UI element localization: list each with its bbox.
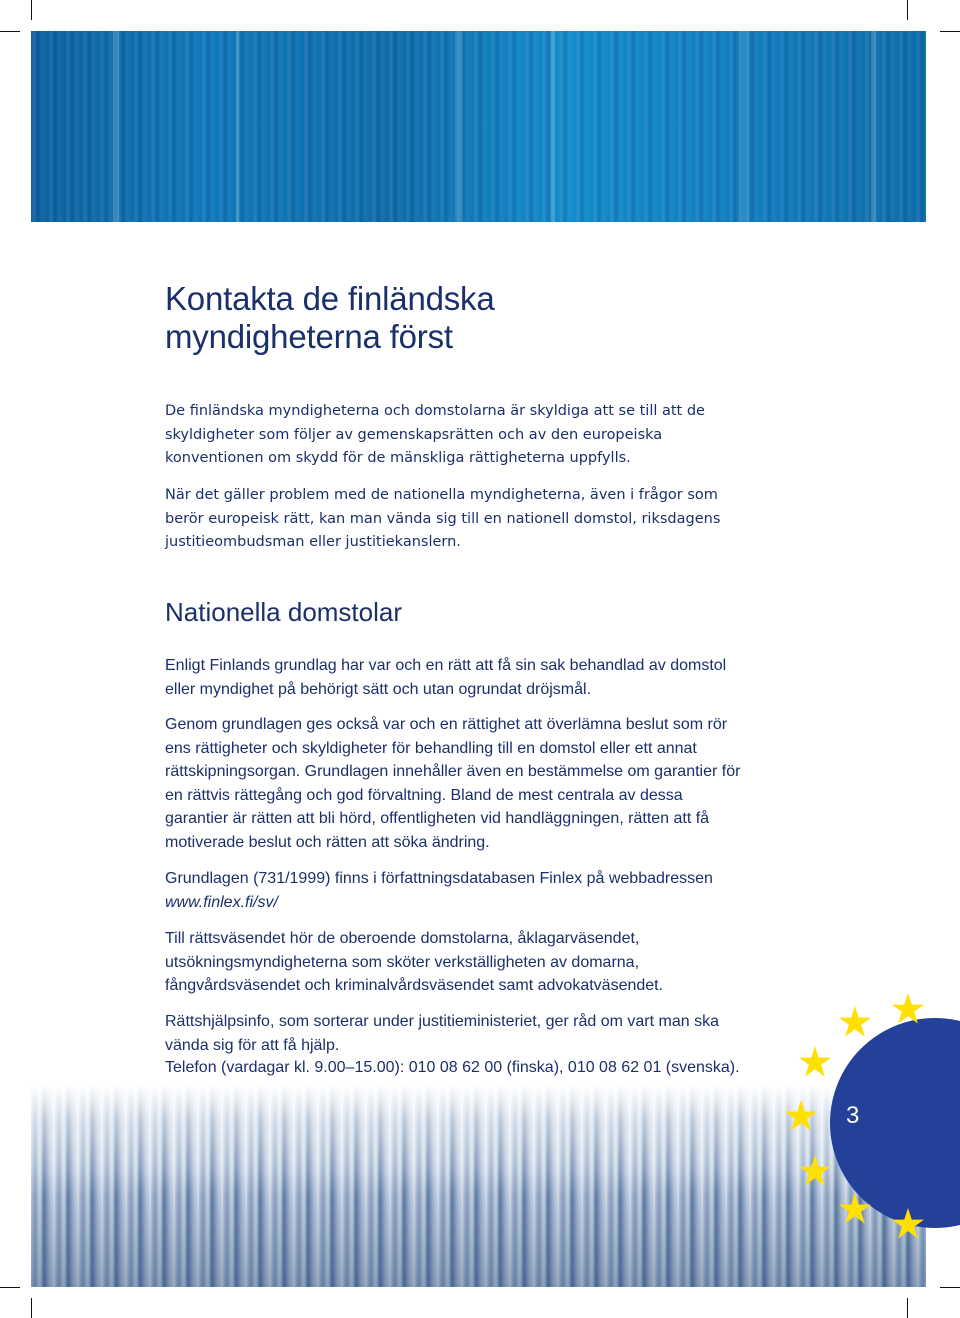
crop-mark	[907, 0, 908, 20]
eu-star-icon	[798, 1045, 832, 1079]
eu-star-icon	[891, 992, 925, 1026]
finlex-text: Grundlagen (731/1999) finns i författningsdatabasen Finlex på webbadressen	[165, 870, 713, 887]
phone-line: Telefon (vardagar kl. 9.00–15.00): 010 08 62 00 (finska), 010 08 62 01 (svenska).	[165, 1059, 740, 1076]
section-paragraph-4: Till rättsväsendet hör de oberoende domstolarna, åklagarväsendet, utsökningsmyndigheterna som sköter verkställigheten av domarna, fångvårdsväsendet och kriminalvårdsväsendet samt advokatväsendet.	[165, 930, 664, 994]
page-title-line-2: myndigheterna först	[165, 318, 453, 355]
finlex-link[interactable]: www.finlex.fi/sv/	[165, 893, 278, 911]
page-title-line-1: Kontakta de finländska	[165, 280, 495, 317]
section-paragraph-3	[165, 867, 750, 914]
crop-mark	[0, 1287, 20, 1288]
crop-mark	[907, 1298, 908, 1318]
page-title	[165, 280, 585, 356]
crop-mark	[31, 1298, 32, 1318]
page-number: 3	[846, 1102, 860, 1129]
eu-star-icon	[838, 1005, 872, 1039]
eu-star-icon	[838, 1192, 872, 1226]
crop-mark	[940, 31, 960, 32]
eu-star-icon	[784, 1099, 818, 1133]
intro-paragraph-1: De finländska myndigheterna och domstolarna är skyldiga att se till att de skyldigheter som följer av gemenskapsrätten och av den europeiska konventionen om skydd för de mänskliga rättigheterna uppfylls.	[165, 403, 705, 466]
section-paragraph-5: Rättshjälpsinfo, som sorterar under justitieministeriet, ger råd om vart man ska vända sig för att få hjälp.	[165, 1013, 719, 1054]
crop-mark	[940, 1287, 960, 1288]
crop-mark	[31, 0, 32, 20]
crop-mark	[0, 31, 20, 32]
section-paragraph-1: Enligt Finlands grundlag har var och en rätt att få sin sak behandlad av domstol eller myndighet på behörigt sätt och utan ogrundat dröjsmål.	[165, 657, 727, 698]
section-title: Nationella domstolar	[165, 597, 403, 627]
eu-star-icon	[891, 1207, 925, 1241]
header-image	[31, 31, 926, 222]
page-heading-block	[165, 280, 765, 356]
section-paragraph-2: Genom grundlagen ges också var och en rättighet att överlämna beslut som rör ens rättigheter och skyldigheter för behandling till en domstol eller ett annat rättskipningsorgan. Grundlagen innehåller även en bestämmelse om garantier för en rättvis rättegång och god förvaltning. Bland de mest centrala av dessa garantier är rätten att bli hörd, offentligheten vid handläggningen, rätten att få motiverade beslut och rätten att söka ändring.	[165, 716, 741, 851]
intro-paragraph-2: När det gäller problem med de nationella myndigheterna, även i frågor som berör europeisk rätt, kan man vända sig till en nationell domstol, riksdagens justitieombudsman eller justitiekanslern.	[165, 487, 721, 550]
eu-star-icon	[798, 1154, 832, 1188]
